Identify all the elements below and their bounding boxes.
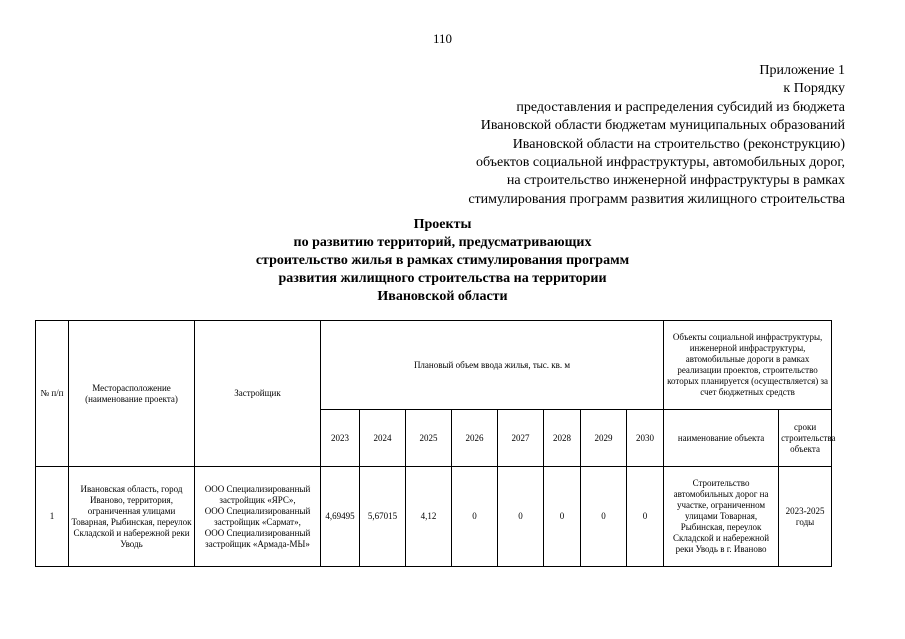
header-year: 2026 (452, 410, 498, 467)
row-object-terms: 2023-2025 годы (779, 467, 832, 567)
header-object-terms: сроки строительства объекта (779, 410, 832, 467)
appendix-line: стимулирования программ развития жилищного строительства (468, 191, 845, 207)
title-line: по развитию территорий, предусматривающих (293, 235, 592, 250)
header-objects: Объекты социальной инфраструктуры, инженерной инфраструктуры, автомобильные дороги в рамках реализации проектов, строительство которых планируется (осуществляется) за счет бюджетных средств (664, 321, 832, 410)
title-line: развития жилищного строительства на территории (278, 271, 607, 286)
header-year: 2025 (406, 410, 452, 467)
appendix-line: Приложение 1 (759, 63, 845, 78)
row-value-2029: 0 (581, 467, 627, 567)
header-year: 2023 (321, 410, 360, 467)
header-year: 2027 (498, 410, 544, 467)
header-year: 2030 (627, 410, 664, 467)
row-num: 1 (36, 467, 69, 567)
row-location: Ивановская область, город Иваново, территория, ограниченная улицами Товарная, Рыбинская, переулок Складской и набережной реки Уводь (69, 467, 195, 567)
row-value-2028: 0 (544, 467, 581, 567)
row-value-2030: 0 (627, 467, 664, 567)
header-year: 2024 (360, 410, 406, 467)
header-volume: Плановый объем ввода жилья, тыс. кв. м (321, 321, 664, 410)
appendix-line: на строительство инженерной инфраструктуры в рамках (506, 173, 845, 189)
row-value-2026: 0 (452, 467, 498, 567)
header-row (36, 321, 832, 410)
projects-table (35, 320, 836, 567)
appendix-line: предоставления и распределения субсидий из бюджета (516, 99, 845, 115)
document-title (0, 216, 885, 306)
developer-line: ООО Специализированный застройщик «Армада-МЫ» (204, 527, 311, 549)
header-location: Месторасположение (наименование проекта) (69, 321, 195, 467)
row-value-2025: 4,12 (406, 467, 452, 567)
appendix-line: объектов социальной инфраструктуры, автомобильных дорог, (476, 155, 845, 171)
header-object-name: наименование объекта (664, 410, 779, 467)
appendix-line: Ивановской области на строительство (реконструкцию) (512, 136, 845, 152)
developer-line: ООО Специализированный застройщик «Сармат», (204, 505, 311, 527)
table-row (36, 467, 832, 567)
title-line: Ивановской области (377, 289, 508, 304)
developer-line: ООО Специализированный застройщик «ЯРС», (204, 483, 311, 505)
page-number: 110 (432, 31, 453, 46)
appendix-line: к Порядку (783, 81, 845, 97)
row-value-2023: 4,69495 (321, 467, 360, 567)
header-developer: Застройщик (195, 321, 321, 467)
title-line: Проекты (413, 217, 472, 232)
header-year: 2029 (581, 410, 627, 467)
header-year: 2028 (544, 410, 581, 467)
row-developer (195, 467, 321, 567)
appendix-header (468, 62, 845, 209)
appendix-line: Ивановской области бюджетам муниципальных образований (480, 118, 845, 134)
row-value-2024: 5,67015 (360, 467, 406, 567)
row-object-name: Строительство автомобильных дорог на участке, ограниченном улицами Товарная, Рыбинская, переулок Складской и набережной реки Уводь в г. Иваново (664, 467, 779, 567)
header-num: № п/п (36, 321, 69, 467)
row-value-2027: 0 (498, 467, 544, 567)
title-line: строительство жилья в рамках стимулирования программ (255, 253, 630, 268)
